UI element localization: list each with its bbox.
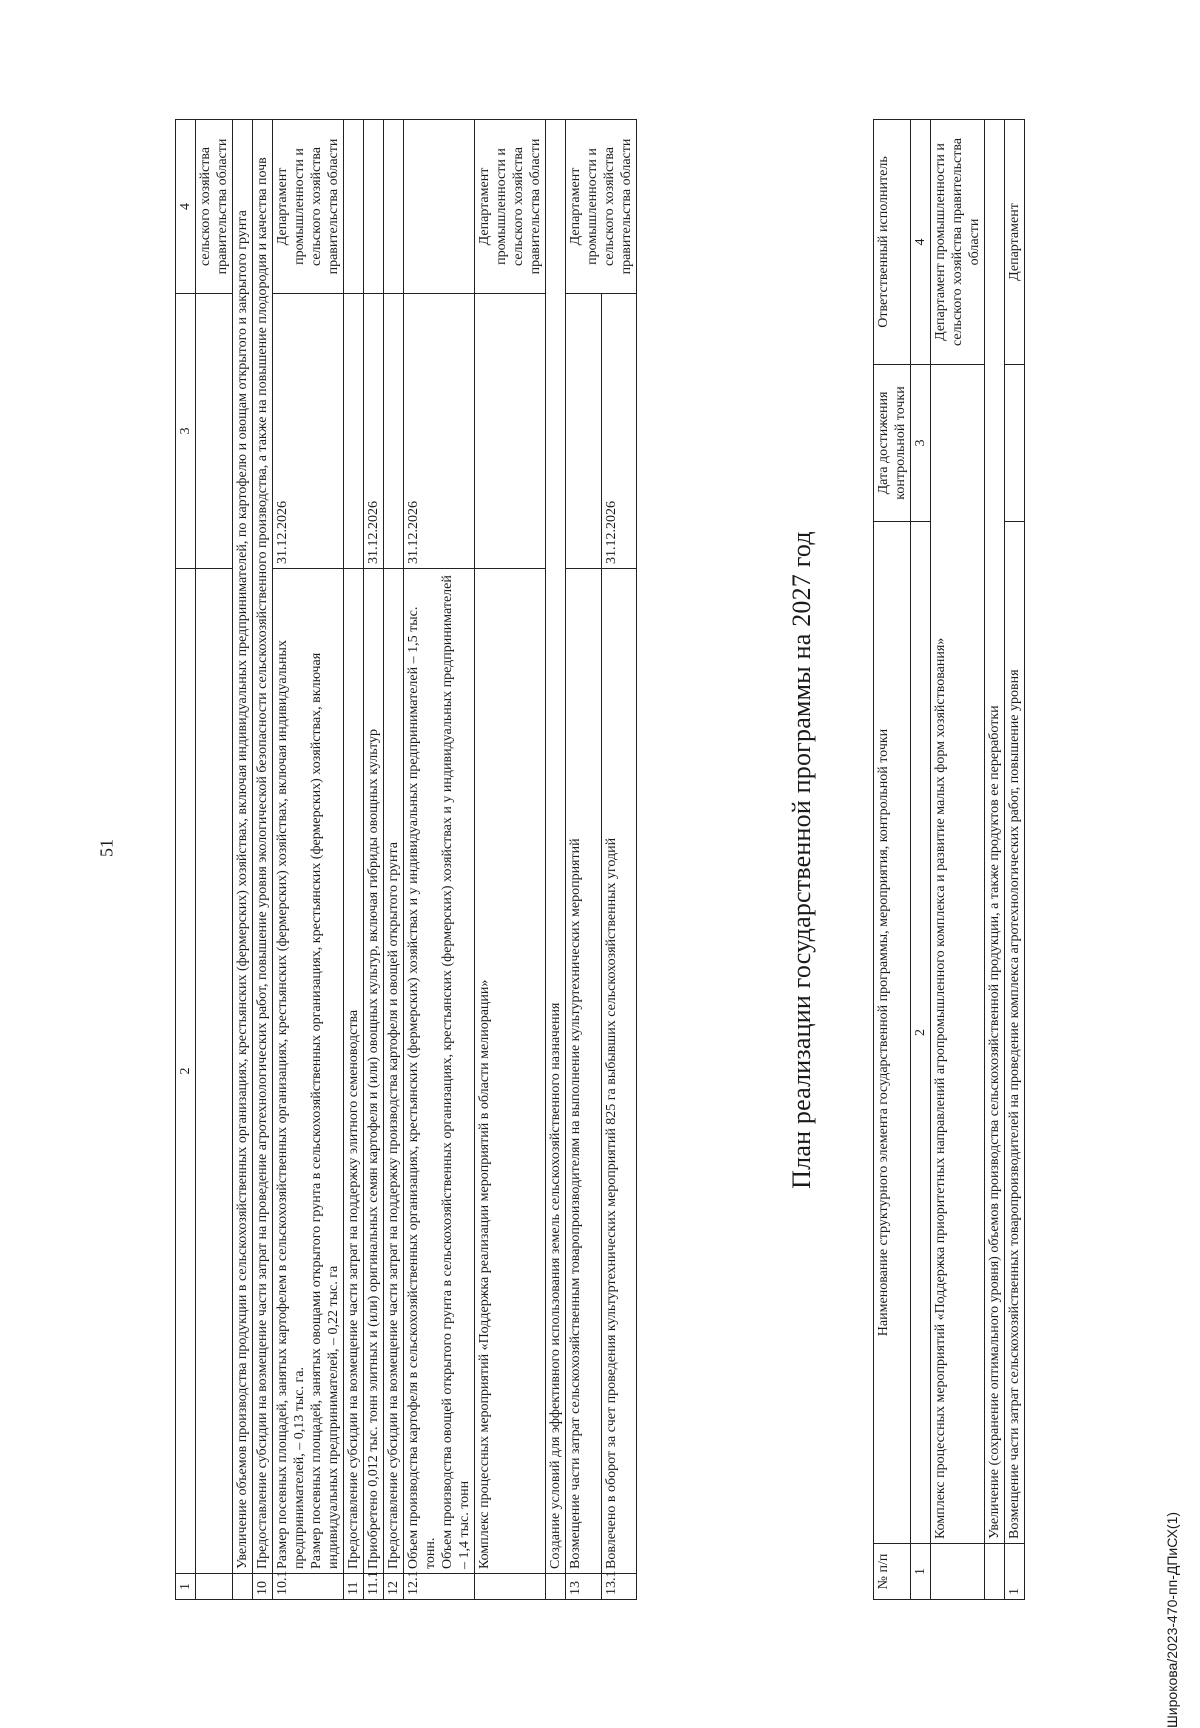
row-date	[196, 294, 233, 569]
plan-title: План реализации государственной программы на 2027 год	[787, 531, 816, 1189]
row-date	[344, 294, 364, 569]
row-responsible: сельского хозяйства правительства области	[196, 120, 233, 294]
table-row	[404, 120, 475, 1600]
row-number	[196, 1574, 233, 1600]
table-header-row	[176, 120, 196, 1600]
table-row	[475, 120, 546, 1600]
row-date	[566, 294, 602, 569]
row-description: Увеличение (сохранение оптимального уровня) объемов производства сельскохозяйственной продукции, а также продуктов ее переработки	[985, 120, 1005, 1544]
bottom-table	[873, 119, 1025, 1600]
row-date: 31.12.2026	[404, 294, 475, 569]
table-row	[931, 120, 985, 1600]
row-date	[475, 294, 546, 569]
footer-code: Широкова/2023-470-пп-ДПиСХ(1)	[1164, 1511, 1180, 1728]
row-responsible	[344, 120, 364, 294]
row-responsible: Департамент	[1005, 120, 1025, 365]
row-number	[985, 1544, 1005, 1600]
top-table	[175, 119, 637, 1600]
row-description: Комплекс процессных мероприятий «Поддержка приоритетных направлений агропромышленного комплекса и развитие малых форм хозяйствования»	[931, 365, 985, 1544]
header-cell: 4	[176, 120, 196, 294]
table-row	[546, 120, 566, 1600]
row-number: 1	[1005, 1544, 1025, 1600]
row-responsible	[384, 120, 404, 294]
table-row	[384, 120, 404, 1600]
header-responsible: Ответственный исполнитель	[874, 120, 911, 365]
row-number: 12	[384, 1574, 404, 1600]
table-row	[233, 120, 253, 1600]
row-description: Вовлечено в оборот за счет проведения культуртехнических мероприятий 825 га выбывших сельскохозяйственных угодий	[601, 569, 637, 1574]
row-number: 12.1	[404, 1574, 475, 1600]
table-row	[601, 120, 637, 1600]
header-cell: 2	[176, 569, 196, 1574]
row-number: 10.1	[273, 1574, 344, 1600]
table-row	[344, 120, 364, 1600]
row-description: Предоставление субсидии на возмещение части затрат на поддержку производства картофеля и овощей открытого грунта	[384, 569, 404, 1574]
table-header-row	[874, 120, 911, 1600]
table-row	[985, 120, 1005, 1600]
row-number	[475, 1574, 546, 1600]
header-name: Наименование структурного элемента государственной программы, мероприятия, контрольной точки	[874, 522, 911, 1544]
row-description: Комплекс процессных мероприятий «Поддержка реализации мероприятий в области мелиорации»	[475, 569, 546, 1574]
row-number: 10	[253, 1574, 273, 1600]
row-number: 11.1	[364, 1574, 384, 1600]
row-description: Возмещение части затрат сельскохозяйственных товаропроизводителей на проведение комплекса агротехнологических работ, повышение уровня	[1005, 522, 1025, 1544]
row-date: 31.12.2026	[601, 294, 637, 569]
row-number	[233, 1574, 253, 1600]
row-date	[384, 294, 404, 569]
row-description: Размер посевных площадей, занятых картофелем в сельскохозяйственных организациях, крестьянских (фермерских) хозяйствах, включая индивидуальных предпринимателей, – 0,13 тыс. га. Размер посевных площадей, занятых овощами открытого грунта в сельскохозяйственных организациях, крестьянских (фермерских) хозяйствах, включая индивидуальных предпринимателей, – 0,22 тыс. га	[273, 569, 344, 1574]
row-description: Объем производства картофеля в сельскохозяйственных организациях, крестьянских (фермерских) хозяйствах и у индивидуальных предпринимателей – 1,5 тыс. тонн. Объем производства овощей открытого грунта в сельскохозяйственных организациях, крестьянских (фермерских) хозяйствах и у индивидуальных предпринимателей – 1,4 тыс. тонн	[404, 569, 475, 1574]
row-responsible: Департамент промышленности и сельского хозяйства правительства области	[475, 120, 546, 294]
column-number: 4	[911, 120, 931, 365]
row-description: Предоставление субсидии на возмещение части затрат на поддержку элитного семеноводства	[344, 569, 364, 1574]
row-responsible: Департамент промышленности и сельского хозяйства правительства области	[931, 120, 985, 365]
row-number	[546, 1574, 566, 1600]
table-number-row	[911, 120, 931, 1600]
header-num: № п/п	[874, 1544, 911, 1600]
row-number: 13	[566, 1574, 602, 1600]
row-description: Создание условий для эффективного использования земель сельскохозяйственного назначения	[546, 120, 566, 1574]
row-date: 31.12.2026	[273, 294, 344, 569]
column-number: 3	[911, 365, 931, 522]
table-row	[566, 120, 602, 1600]
header-date: Дата достижения контрольной точки	[874, 365, 911, 522]
row-number: 13.1	[601, 1574, 637, 1600]
table-row	[1005, 120, 1025, 1600]
row-responsible: Департамент промышленности и сельского хозяйства правительства области	[273, 120, 344, 294]
row-date: 31.12.2026	[364, 294, 384, 569]
row-description: Приобретено 0,012 тыс. тонн элитных и (или) оригинальных семян картофеля и (или) овощных культур, включая гибриды овощных культур	[364, 569, 384, 1574]
row-responsible	[404, 120, 475, 294]
row-responsible	[364, 120, 384, 294]
row-description: Предоставление субсидии на возмещение части затрат на проведение агротехнологических работ, повышение уровня экологической безопасности сельскохозяйственного производства, а также на повышение плодородия и качества почв	[253, 120, 273, 1574]
row-description	[196, 569, 233, 1574]
row-responsible: Департамент промышленности и сельского хозяйства правительства области	[566, 120, 637, 294]
table-row	[253, 120, 273, 1600]
table-row	[364, 120, 384, 1600]
rotated-sheet	[175, 120, 1022, 1600]
column-number: 2	[911, 522, 931, 1544]
row-date	[1005, 365, 1025, 522]
page-number: 51	[96, 839, 117, 857]
table-row	[273, 120, 344, 1600]
row-description: Увеличение объемов производства продукции в сельскохозяйственных организациях, крестьянских (фермерских) хозяйствах, включая индивидуальных предпринимателей, по картофелю и овощам открытого и закрытого грунта	[233, 120, 253, 1574]
row-number: 11	[344, 1574, 364, 1600]
header-cell: 3	[176, 294, 196, 569]
row-number	[931, 1544, 985, 1600]
table-row	[196, 120, 233, 1600]
column-number: 1	[911, 1544, 931, 1600]
header-cell: 1	[176, 1574, 196, 1600]
row-description: Возмещение части затрат сельскохозяйственным товаропроизводителям на выполнение культуртехнических мероприятий	[566, 569, 602, 1574]
